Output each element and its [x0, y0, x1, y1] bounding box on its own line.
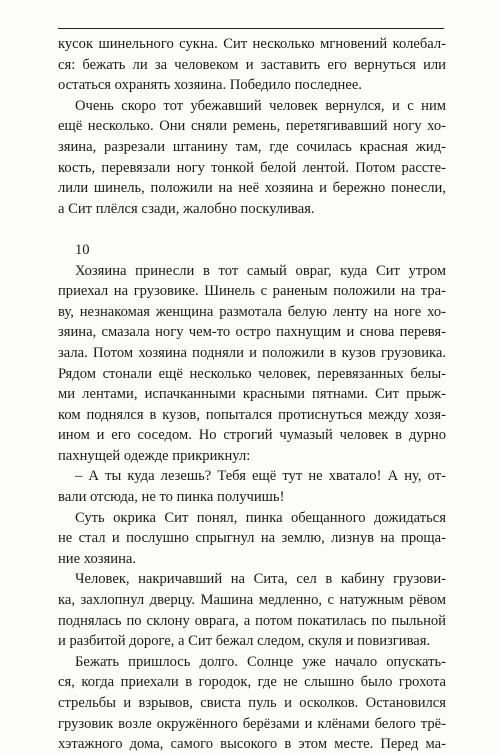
text-line: ещё несколько. Они сняли ремень, перетягивавший ногу хо- — [58, 118, 446, 135]
chapter-number: 10 — [75, 241, 90, 258]
text-line: зала. Потом хозяина подняли и положили в кузов грузовика. — [58, 344, 446, 361]
text-line: ми лентами, испачканными красными пятнами. Сит прыж- — [58, 386, 446, 403]
text-line: зяина, разрезали штанину там, где сочилась красная жид- — [58, 138, 446, 155]
text-line: не стал и послушно спрыгнул на землю, лизнув на проща- — [58, 530, 446, 547]
text-line: пахнущей одежде прикрикнул: — [58, 447, 251, 464]
text-line: ся, когда приехали в городок, где не слышно было грохота — [58, 674, 446, 691]
text-line: остаться охранять хозяина. Победило последнее. — [58, 77, 362, 94]
text-line: Бежать пришлось долго. Солнце уже начало опускать- — [75, 653, 446, 670]
text-line: стрельбы и взрывов, свиста пуль и осколков. Остановился — [58, 695, 446, 711]
text-line: кусок шинельного сукна. Сит несколько мгновений колебал- — [58, 36, 446, 52]
text-line: а Сит плёлся сзади, жалобно поскуливая. — [58, 200, 315, 217]
text-line: приехал на грузовике. Шинель с раненым положили на тра- — [58, 283, 446, 300]
text-line: ином и его соседом. Но строгий чумазый человек в дурно — [58, 427, 446, 444]
text-line: Хозяина принесли в тот самый овраг, куда Сит утром — [75, 262, 446, 279]
text-line: поднялась по склону оврага, а потом покатилась по пыльной — [58, 612, 446, 629]
text-line: ние хозяина. — [58, 550, 137, 567]
body-text — [58, 34, 446, 755]
text-line: кость, перевязали ногу тонкой белой лентой. Потом рассте- — [58, 159, 446, 176]
text-line: ка, захлопнул дверцу. Машина медленно, с натужным рёвом — [58, 592, 446, 609]
text-line: Рядом стонали ещё несколько человек, перевязанных белы- — [58, 365, 446, 382]
header-rule — [58, 28, 444, 29]
text-line: вали отсюда, не то пинка получишь! — [58, 489, 285, 506]
text-line: лили шинель, положили на неё хозяина и бережно понесли, — [58, 180, 446, 197]
text-line: – А ты куда лезешь? Тебя ещё тут не хватало! А ну, от- — [75, 468, 446, 485]
text-line: зяина, смазала ногу чем-то остро пахнущим и снова перевя- — [58, 324, 446, 341]
text-line: Суть окрика Сит понял, пинка обещанного дожидаться — [75, 509, 446, 526]
text-line: ся: бежать ли за человеком и заставить его вернуться или — [58, 56, 446, 73]
text-line: Человек, накричавший на Сита, сел в кабину грузови- — [75, 571, 446, 588]
text-line: ком поднялся в кузов, попытался протиснуться между хозя- — [58, 406, 446, 423]
text-line: и разбитой дороге, а Сит бежал следом, скуля и повизгивая. — [58, 633, 431, 650]
text-line: хэтажного дома, самого высокого в этом месте. Перед ма- — [58, 736, 446, 753]
text-line: грузовик возле окружённого берёзами и клёнами белого трё- — [58, 715, 446, 732]
text-line: ву, незнакомая женщина размотала белую ленту на ноге хо- — [58, 303, 446, 320]
text-line: Очень скоро тот убежавший человек вернулся, и с ним — [75, 97, 446, 114]
